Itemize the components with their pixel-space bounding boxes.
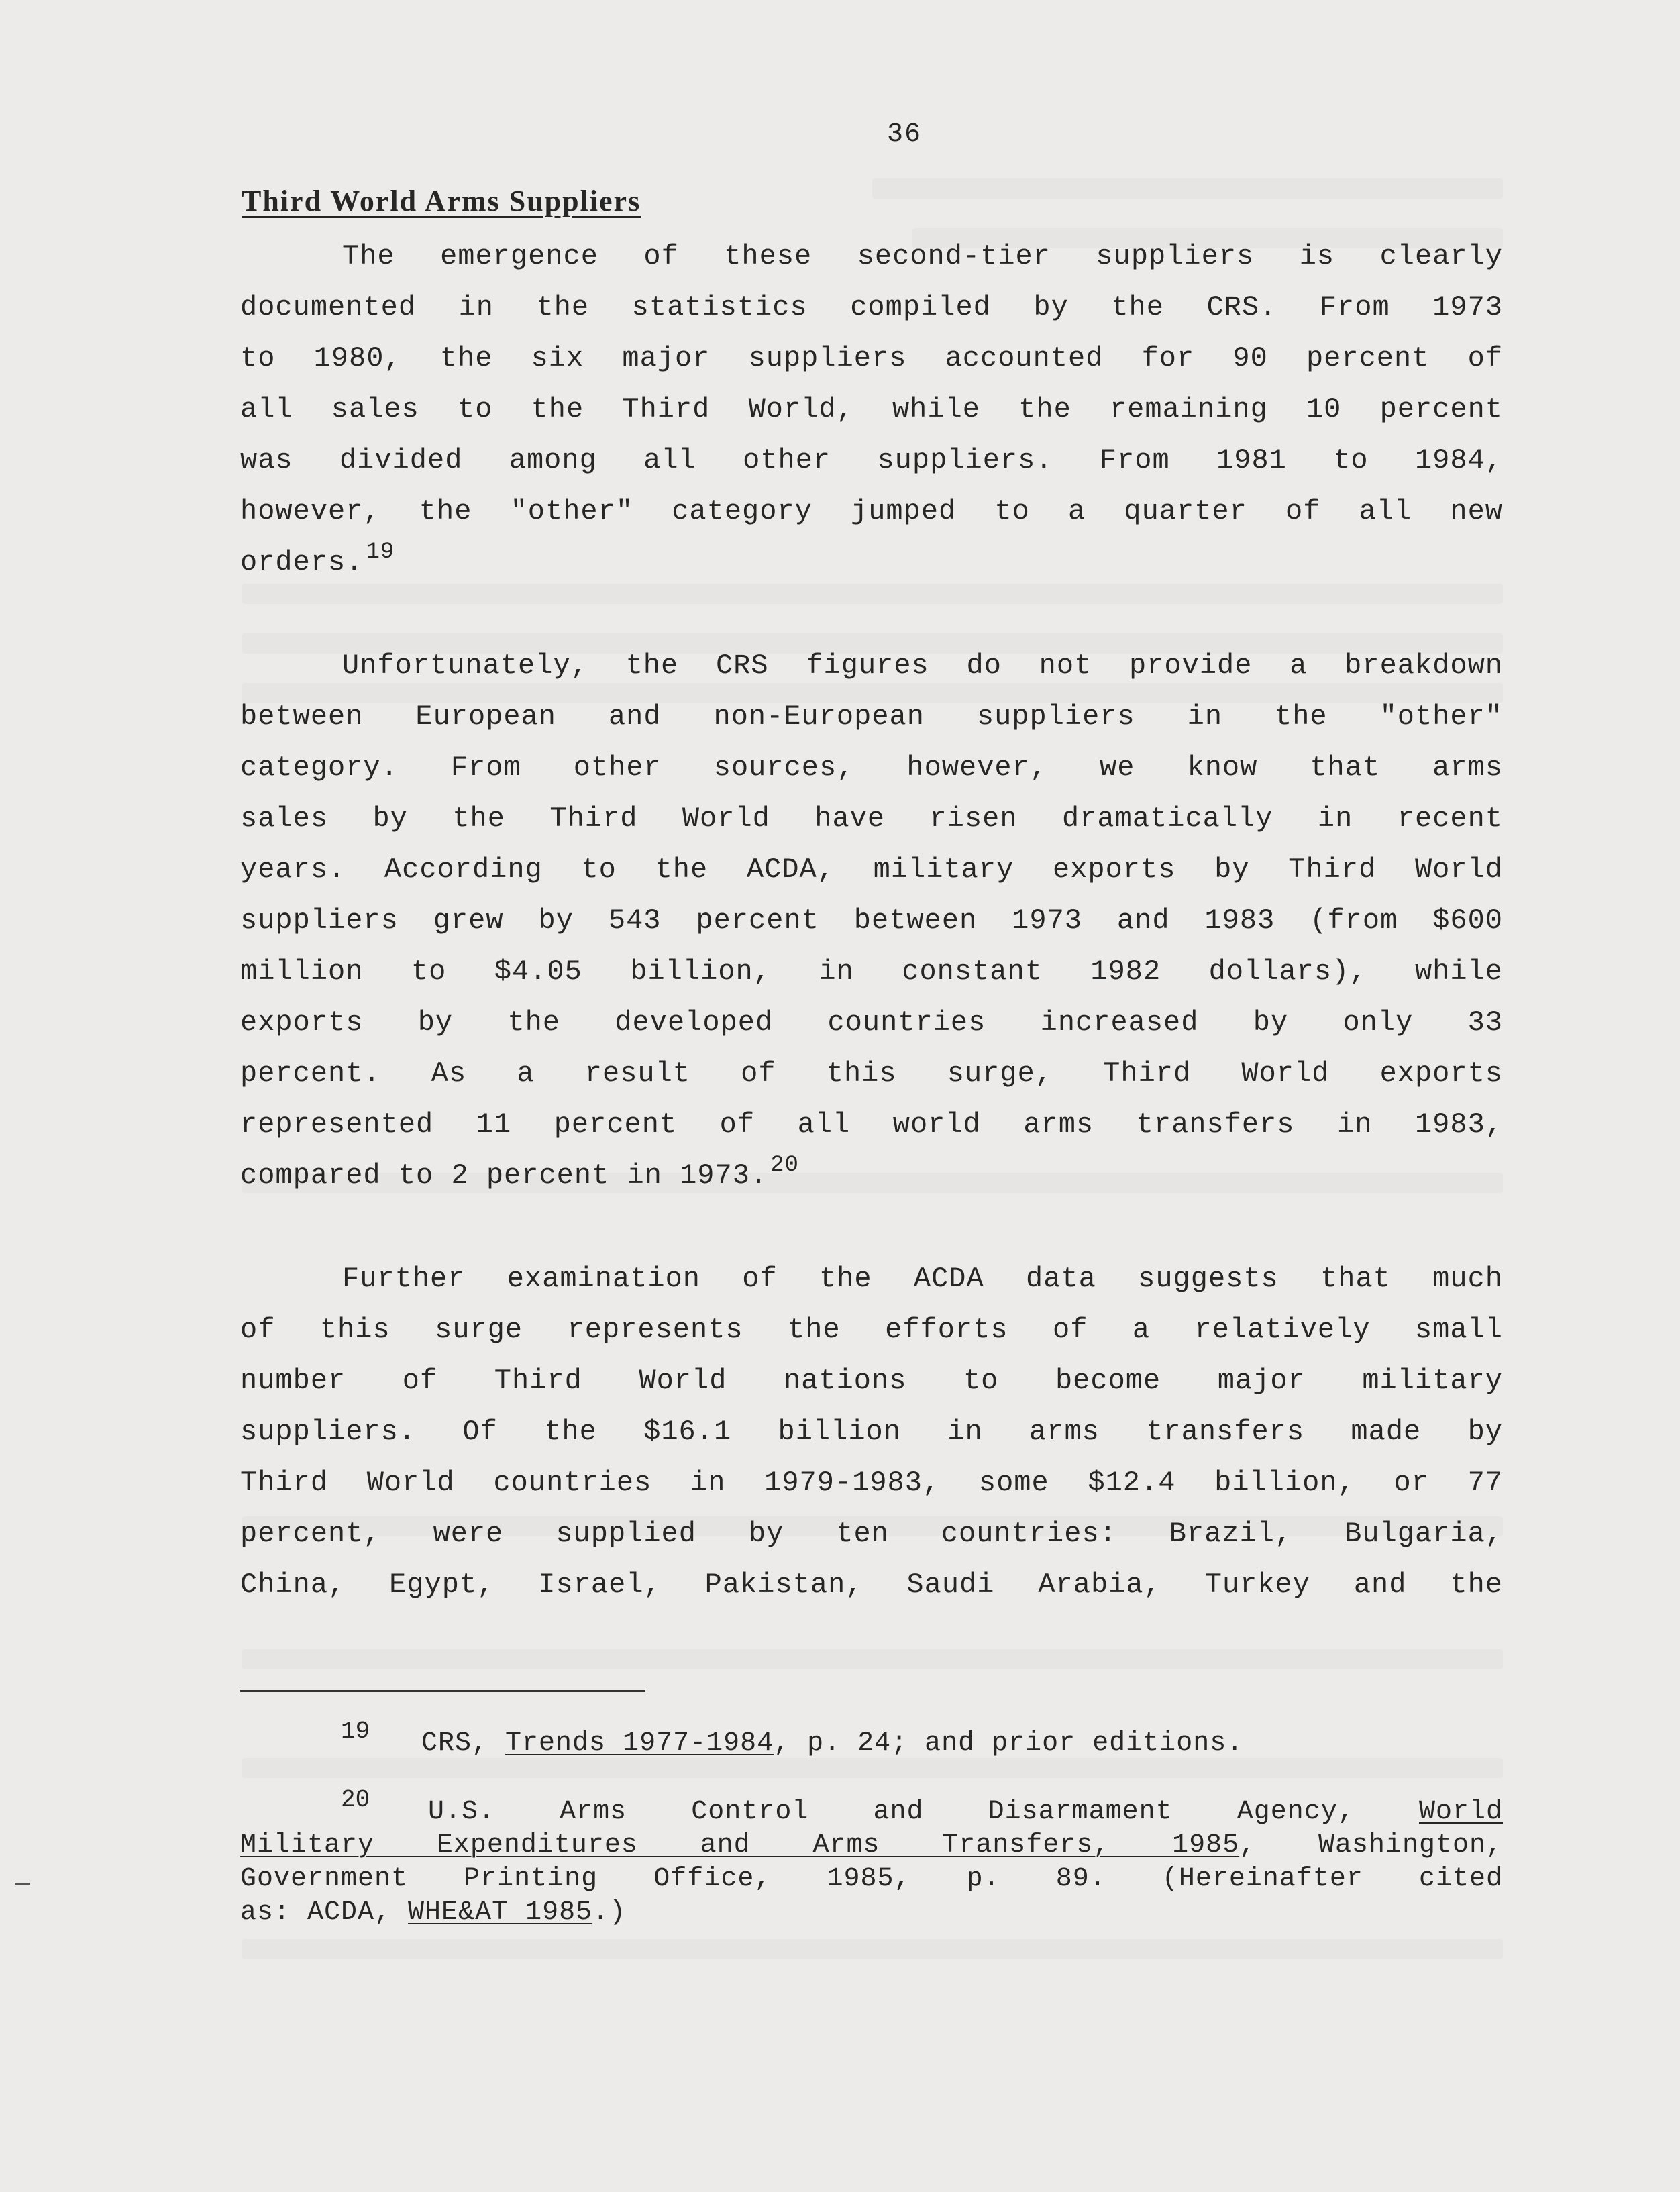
- paragraph-1-line-5: was divided among all other suppliers. From 1981 to 1984,: [240, 444, 1503, 476]
- footnote-20-line-4-title: WHE&AT 1985: [408, 1897, 593, 1928]
- footnote-20-line-2-post: , Washington,: [1239, 1830, 1503, 1861]
- paragraph-2-line-9: percent. As a result of this surge, Third World exports: [240, 1057, 1503, 1090]
- footnote-19-text: [421, 1727, 1503, 1761]
- paragraph-3-line-3: number of Third World nations to become major military: [240, 1365, 1503, 1397]
- footnote-20-line-4: [240, 1896, 1503, 1930]
- paragraph-1-line-7: [240, 539, 1503, 582]
- paragraph-1-line-1: The emergence of these second-tier suppliers is clearly: [342, 240, 1503, 272]
- footnote-20-line-1: [428, 1795, 1503, 1829]
- footnote-20-line-1-pre: U.S. Arms Control and Disarmament Agency,: [428, 1797, 1419, 1827]
- paragraph-3-line-2: of this surge represents the efforts of a relatively small: [240, 1314, 1503, 1346]
- paragraph-3-line-5: Third World countries in 1979-1983, some $12.4 billion, or 77: [240, 1467, 1503, 1499]
- footnote-19-post: , p. 24; and prior editions.: [774, 1728, 1244, 1759]
- footnote-20-line-2-title: Military Expenditures and Arms Transfers, 1985: [240, 1830, 1240, 1861]
- paragraph-3-line-6: percent, were supplied by ten countries: Brazil, Bulgaria,: [240, 1518, 1503, 1550]
- footnote-20-line-2: [240, 1829, 1503, 1863]
- paragraph-2-line-4: sales by the Third World have risen dramatically in recent: [240, 802, 1503, 835]
- paragraph-1-line-3: to 1980, the six major suppliers accounted for 90 percent of: [240, 342, 1503, 374]
- paragraph-3-line-1: Further examination of the ACDA data suggests that much: [342, 1263, 1503, 1295]
- paragraph-1-line-2: documented in the statistics compiled by the CRS. From 1973: [240, 291, 1503, 323]
- paragraph-2-line-6: suppliers grew by 543 percent between 1973 and 1983 (from $600: [240, 904, 1503, 937]
- page-number: 36: [887, 119, 923, 150]
- paragraph-2-line-5: years. According to the ACDA, military exports by Third World: [240, 853, 1503, 886]
- paragraph-2-line-1: Unfortunately, the CRS figures do not provide a breakdown: [342, 649, 1503, 682]
- paragraph-1-line-7-text: orders.: [240, 546, 364, 578]
- margin-mark: [15, 1883, 30, 1885]
- footnote-20-line-4-post: .): [592, 1897, 627, 1928]
- paragraph-3-line-7: China, Egypt, Israel, Pakistan, Saudi Arabia, Turkey and the: [240, 1569, 1503, 1601]
- footnote-20-line-4-pre: as: ACDA,: [240, 1897, 409, 1928]
- paragraph-2-line-10: represented 11 percent of all world arms transfers in 1983,: [240, 1108, 1503, 1141]
- paragraph-1-line-4: all sales to the Third World, while the remaining 10 percent: [240, 393, 1503, 425]
- footnote-separator: [240, 1690, 645, 1692]
- paragraph-2-line-2: between European and non-European suppliers in the "other": [240, 700, 1503, 733]
- footnote-20-line-1-title: World: [1418, 1797, 1503, 1827]
- paragraph-2-line-11: [240, 1153, 1503, 1195]
- footnote-19-pre: CRS,: [421, 1728, 506, 1759]
- footnote-ref-19: 19: [366, 539, 395, 565]
- paragraph-1-line-6: however, the "other" category jumped to a quarter of all new: [240, 495, 1503, 527]
- paragraph-2-line-8: exports by the developed countries increased by only 33: [240, 1006, 1503, 1039]
- paragraph-2-line-7: million to $4.05 billion, in constant 1982 dollars), while: [240, 955, 1503, 988]
- paragraph-3-line-4: suppliers. Of the $16.1 billion in arms transfers made by: [240, 1416, 1503, 1448]
- section-heading: Third World Arms Suppliers: [242, 185, 641, 217]
- footnote-20-line-3: Government Printing Office, 1985, p. 89. (Hereinafter cited: [240, 1864, 1503, 1894]
- footnote-19-title: Trends 1977-1984: [505, 1728, 774, 1759]
- footnote-19-number: 19: [341, 1718, 370, 1745]
- footnote-20-number: 20: [341, 1786, 370, 1814]
- paragraph-2-line-11-text: compared to 2 percent in 1973.: [240, 1159, 768, 1192]
- footnote-ref-20: 20: [770, 1153, 799, 1178]
- paragraph-2-line-3: category. From other sources, however, we know that arms: [240, 751, 1503, 784]
